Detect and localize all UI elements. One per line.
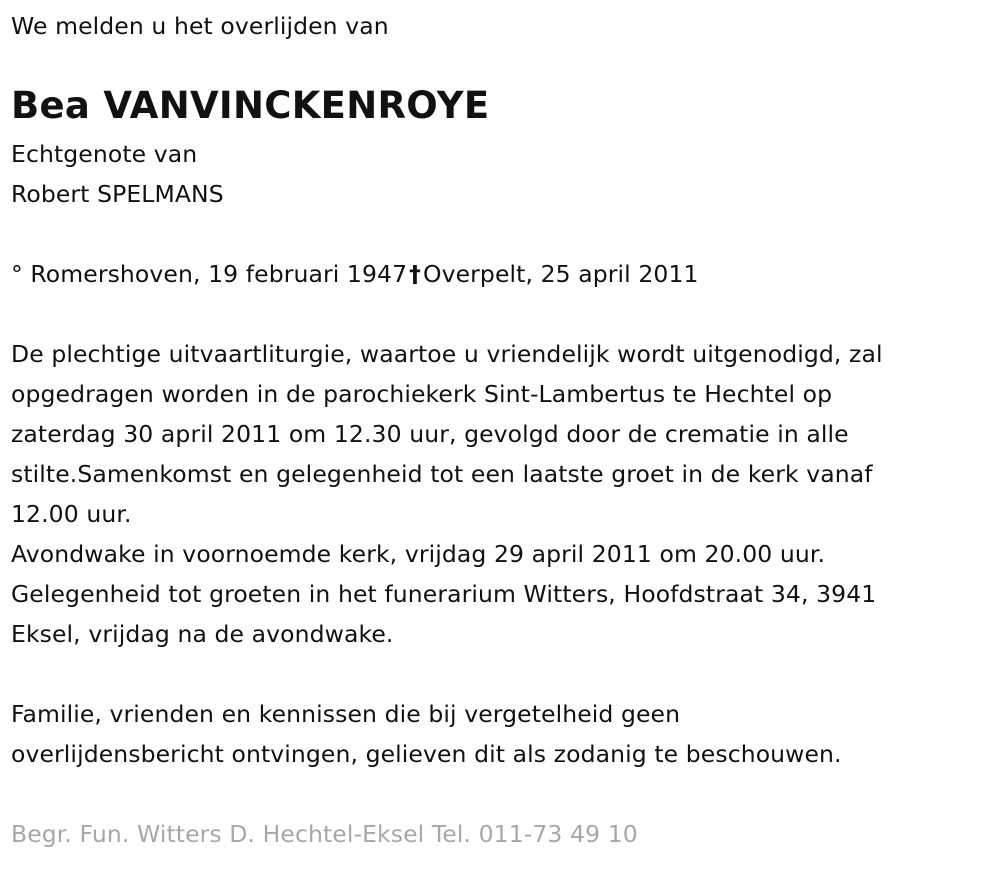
birth-death-dates: [11, 254, 699, 294]
intro-text: We melden u het overlijden van: [11, 12, 389, 40]
funeral-home-footer: Begr. Fun. Witters D. Hechtel-Eksel Tel. 011-73 49 10: [11, 820, 638, 848]
spouse-line: Robert SPELMANS: [11, 180, 224, 208]
family-line: overlijdensbericht ontvingen, gelieven dit als zodanig te beschouwen.: [11, 740, 842, 768]
body-line: Eksel, vrijdag na de avondwake.: [11, 620, 394, 648]
death-info: Overpelt, 25 april 2011: [423, 260, 699, 288]
spouse-block: [11, 134, 224, 214]
body-line: Avondwake in voornoemde kerk, vrijdag 29 april 2011 om 20.00 uur.: [11, 540, 826, 568]
ceremony-details: [11, 334, 883, 654]
cross-icon: †: [409, 260, 421, 288]
deceased-name: Bea VANVINCKENROYE: [11, 84, 490, 127]
spouse-line: Echtgenote van: [11, 140, 198, 168]
family-line: Familie, vrienden en kennissen die bij vergetelheid geen: [11, 700, 681, 728]
birth-info: ° Romershoven, 19 februari 1947: [11, 260, 408, 288]
body-line: zaterdag 30 april 2011 om 12.30 uur, gevolgd door de crematie in alle: [11, 420, 849, 448]
body-line: 12.00 uur.: [11, 500, 132, 528]
body-line: De plechtige uitvaartliturgie, waartoe u vriendelijk wordt uitgenodigd, zal: [11, 340, 883, 368]
body-line: stilte.Samenkomst en gelegenheid tot een laatste groet in de kerk vanaf: [11, 460, 873, 488]
body-line: opgedragen worden in de parochiekerk Sint-Lambertus te Hechtel op: [11, 380, 833, 408]
body-line: Gelegenheid tot groeten in het funerarium Witters, Hoofdstraat 34, 3941: [11, 580, 877, 608]
family-message: [11, 694, 842, 774]
